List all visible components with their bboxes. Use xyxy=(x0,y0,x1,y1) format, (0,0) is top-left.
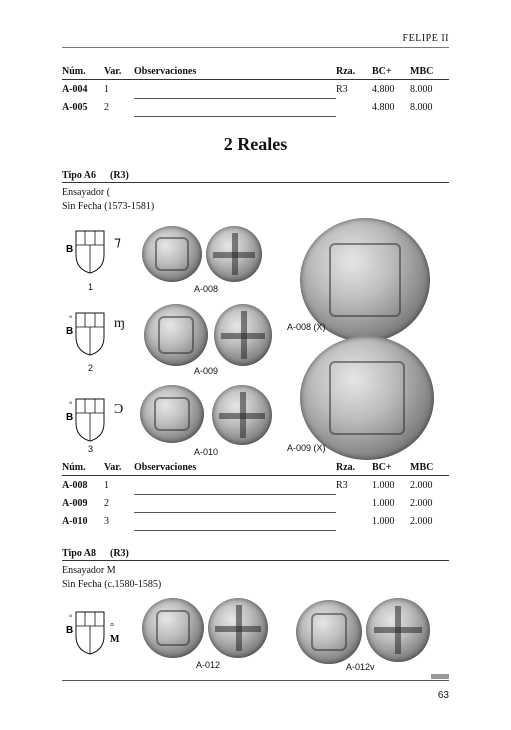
shield-2 xyxy=(66,313,104,355)
coin-image-obverse xyxy=(296,600,362,664)
shield-3 xyxy=(66,399,104,441)
coin-label: A-008 (X) xyxy=(287,322,326,332)
shield-number: 3 xyxy=(88,444,94,454)
page-number: 63 xyxy=(437,690,449,701)
coin-label: A-009 (X) xyxy=(287,443,326,453)
cell-var: 1 xyxy=(104,480,109,491)
col-var: Var. xyxy=(104,66,134,80)
section-title: 2 Reales xyxy=(223,134,288,154)
col-num: Núm. xyxy=(62,66,104,80)
coin-label: A-012 xyxy=(196,660,221,670)
table-row xyxy=(62,98,449,116)
coin-label: A-008 xyxy=(194,284,219,294)
coin-image-reverse xyxy=(208,598,268,658)
tipo-a6-heading xyxy=(62,170,129,181)
table-top xyxy=(62,66,449,117)
table-row xyxy=(62,512,449,530)
cell-mbc: 8.000 xyxy=(410,102,433,113)
coin-label: A-012v xyxy=(346,662,375,672)
shield-number: 2 xyxy=(88,363,94,373)
running-header: FELIPE II xyxy=(402,33,449,44)
shield-1 xyxy=(66,231,104,273)
assayer-mark: ⁊ xyxy=(114,235,121,250)
col-obs: Observaciones xyxy=(134,66,336,80)
ensayador-text: Ensayador M xyxy=(62,565,116,576)
fecha-text: Sin Fecha (1573-1581) xyxy=(62,201,155,212)
tipo-rule xyxy=(62,560,449,561)
cell-mbc: 2.000 xyxy=(410,498,433,509)
tipo-rule xyxy=(62,182,449,183)
cell-rza xyxy=(336,98,372,116)
svg-text:B: B xyxy=(66,625,74,636)
page-tab-marker xyxy=(431,674,449,679)
assayer-mark: ɱ xyxy=(114,316,125,331)
assayer-mark: Ͻ xyxy=(114,402,124,417)
col-bc: BC+ xyxy=(372,462,410,476)
ensayador-text: Ensayador ( xyxy=(62,187,111,198)
tipo-a6-meta xyxy=(62,186,154,214)
svg-text:M: M xyxy=(110,634,120,645)
svg-text:°: ° xyxy=(69,613,73,622)
coin-label: A-009 xyxy=(194,366,219,376)
col-obs: Observaciones xyxy=(134,462,336,476)
tipo-rarity: (R3) xyxy=(110,548,129,559)
cell-mbc: 2.000 xyxy=(410,480,433,491)
cell-obs xyxy=(134,512,336,530)
cell-bc: 1.000 xyxy=(372,516,395,527)
shield-diagram-a8 xyxy=(62,606,132,666)
col-var: Var. xyxy=(104,462,134,476)
cell-rza xyxy=(336,494,372,512)
cell-var: 3 xyxy=(104,516,109,527)
col-bc: BC+ xyxy=(372,66,410,80)
coin-label: A-010 xyxy=(194,447,219,457)
footer-rule xyxy=(62,680,449,681)
svg-text:B: B xyxy=(66,326,74,337)
cell-obs xyxy=(134,98,336,116)
svg-text:B: B xyxy=(66,244,74,255)
table-row xyxy=(62,476,449,495)
tipo-a8-heading xyxy=(62,548,129,559)
cell-mbc: 8.000 xyxy=(410,84,433,95)
tipo-a8-meta xyxy=(62,564,161,592)
svg-text:°: ° xyxy=(110,622,114,633)
coin-image-enlarged xyxy=(300,336,434,460)
cell-num: A-010 xyxy=(62,516,88,527)
cell-obs xyxy=(134,476,336,495)
svg-text:°: ° xyxy=(69,400,73,409)
col-mbc: MBC xyxy=(410,66,449,80)
cell-obs xyxy=(134,494,336,512)
coin-image-reverse xyxy=(214,304,272,366)
cell-bc: 1.000 xyxy=(372,498,395,509)
col-num: Núm. xyxy=(62,462,104,476)
cell-var: 2 xyxy=(104,498,109,509)
cell-bc: 4.800 xyxy=(372,84,395,95)
cell-bc: 1.000 xyxy=(372,480,395,491)
shield-diagrams xyxy=(62,225,122,460)
coin-image-obverse xyxy=(140,385,204,443)
cell-obs xyxy=(134,80,336,99)
table-mid xyxy=(62,462,449,531)
fecha-text: Sin Fecha (c.1580-1585) xyxy=(62,579,162,590)
tipo-label: Tipo A6 xyxy=(62,170,96,181)
svg-text:°: ° xyxy=(69,314,73,323)
col-rza: Rza. xyxy=(336,66,372,80)
coin-image-obverse xyxy=(142,226,202,282)
cell-var: 1 xyxy=(104,84,109,95)
table-row xyxy=(62,494,449,512)
coin-image-reverse xyxy=(206,226,262,282)
cell-bc: 4.800 xyxy=(372,102,395,113)
cell-num: A-008 xyxy=(62,480,88,491)
cell-var: 2 xyxy=(104,102,109,113)
coin-image-obverse xyxy=(142,598,204,658)
cell-rza xyxy=(336,512,372,530)
cell-mbc: 2.000 xyxy=(410,516,433,527)
table-row xyxy=(62,80,449,99)
coin-image-reverse xyxy=(212,385,272,445)
cell-num: A-009 xyxy=(62,498,88,509)
header-rule xyxy=(62,47,449,48)
col-rza: Rza. xyxy=(336,462,372,476)
tipo-label: Tipo A8 xyxy=(62,548,96,559)
svg-text:B: B xyxy=(66,412,74,423)
coin-image-reverse xyxy=(366,598,430,662)
cell-rza: R3 xyxy=(336,480,348,491)
cell-num: A-004 xyxy=(62,84,88,95)
tipo-rarity: (R3) xyxy=(110,170,129,181)
shield-number: 1 xyxy=(88,282,94,292)
cell-num: A-005 xyxy=(62,102,88,113)
coin-image-obverse xyxy=(144,304,208,366)
cell-rza: R3 xyxy=(336,84,348,95)
col-mbc: MBC xyxy=(410,462,449,476)
